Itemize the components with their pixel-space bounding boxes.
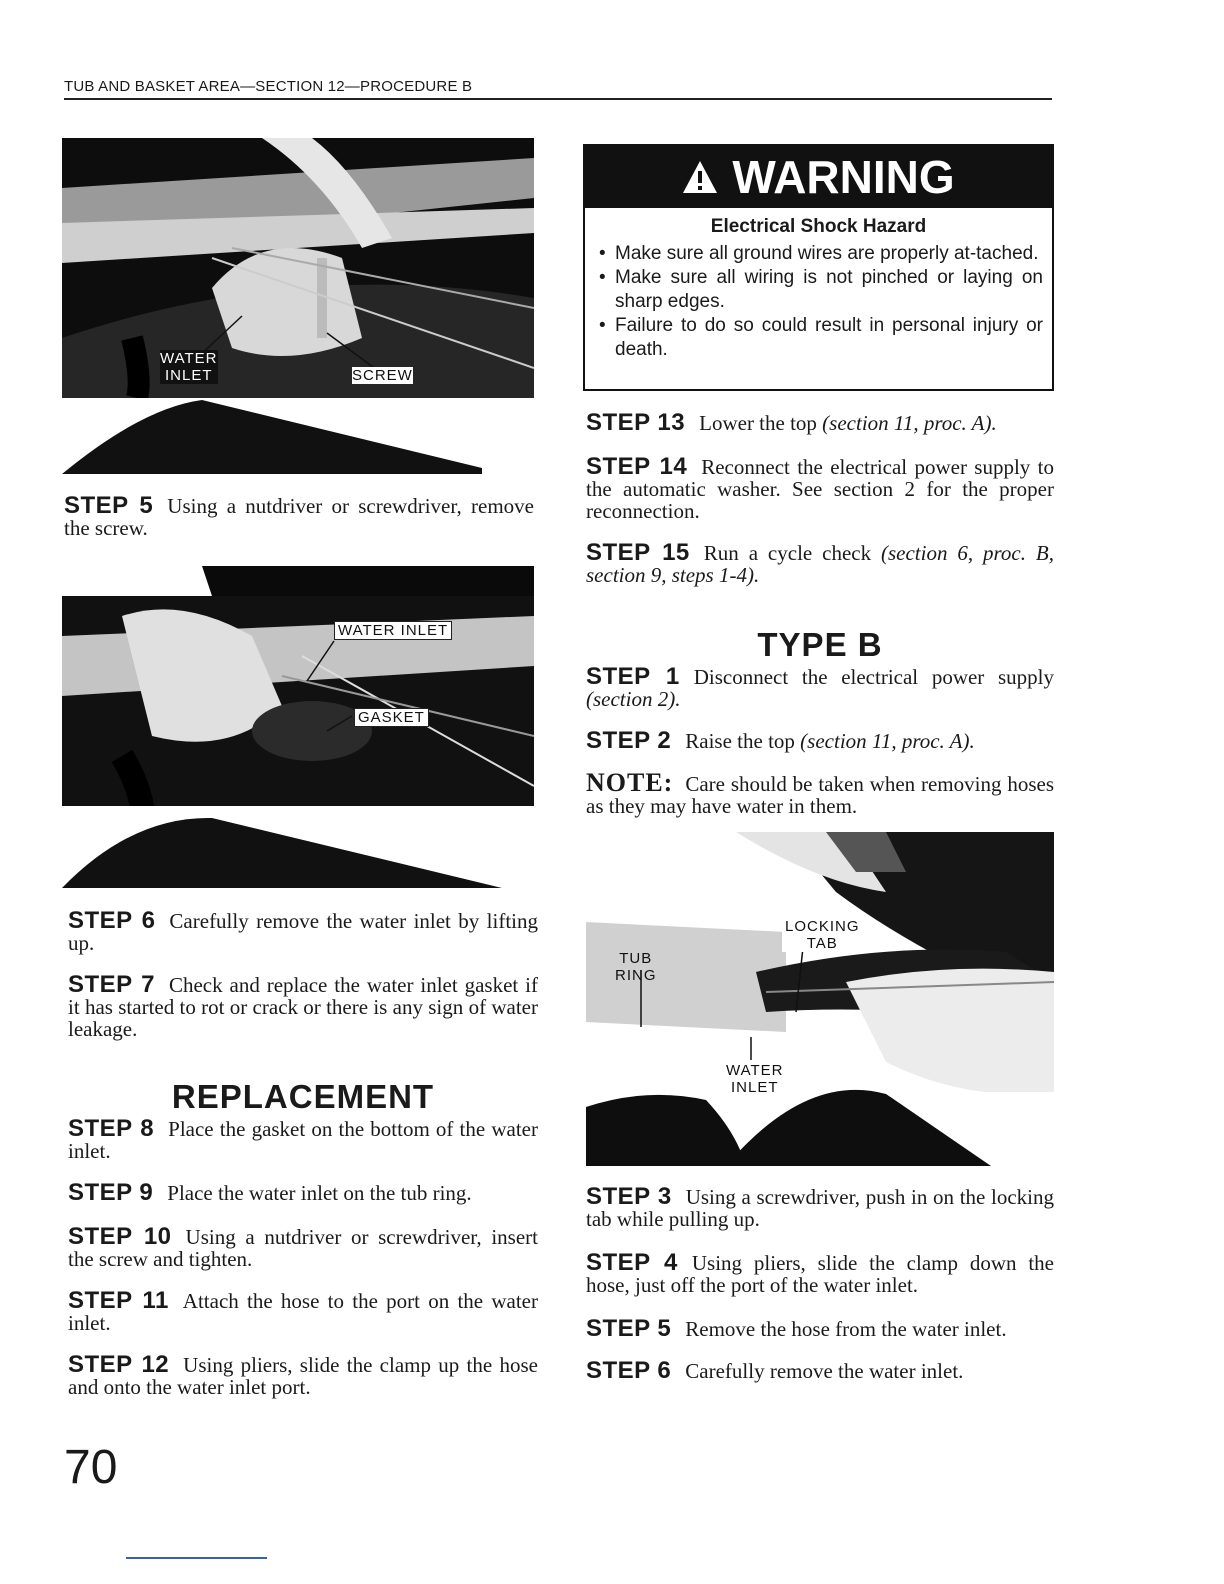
type-b-step-6: STEP 6 Carefully remove the water inlet. xyxy=(586,1357,964,1384)
label-water-inlet-2: WATER INLET xyxy=(334,621,452,640)
label-water-inlet: WATER INLET xyxy=(160,350,218,384)
step-10: STEP 10 Using a nutdriver or screwdriver, insert the screw and tighten. xyxy=(68,1223,538,1271)
note: NOTE: Care should be taken when removing hoses as they may have water in them. xyxy=(586,768,1054,818)
page-number: 70 xyxy=(64,1441,118,1494)
photo-water-inlet-screw-image xyxy=(62,138,534,474)
type-b-step-3: STEP 3 Using a screwdriver, push in on the locking tab while pulling up. xyxy=(586,1183,1055,1231)
note-label: NOTE: xyxy=(586,768,674,797)
photo-water-inlet-gasket xyxy=(62,556,534,888)
warning-title: WARNING xyxy=(732,151,955,203)
label-gasket: GASKET xyxy=(354,708,429,727)
warning-subtitle: Electrical Shock Hazard xyxy=(710,216,927,237)
photo-locking-tab xyxy=(586,832,1054,1166)
step-12: STEP 12 Using pliers, slide the clamp up the hose and onto the water inlet port. xyxy=(68,1351,538,1399)
step-5: STEP 5 Using a nutdriver or screwdriver, remove the screw. xyxy=(64,492,534,540)
type-b-step-2: STEP 2 Raise the top (section 11, proc. A). xyxy=(586,727,975,754)
type-b-step-1: STEP 1 Disconnect the electrical power supply (section 2). xyxy=(586,663,1054,711)
type-b-step-4: STEP 4 Using pliers, slide the clamp down the hose, just off the port of the water inlet. xyxy=(586,1249,1055,1297)
step-15: STEP 15 Run a cycle check (section 6, proc. B, section 9, steps 1-4). xyxy=(586,539,1054,587)
warning-item: • Make sure all ground wires are properly at-tached. xyxy=(597,242,1043,266)
photo-locking-tab-image xyxy=(586,832,1054,1166)
warning-banner xyxy=(585,146,1052,208)
replacement-heading: REPLACEMENT xyxy=(171,1078,435,1115)
step-13: STEP 13 Lower the top (section 11, proc. A). xyxy=(586,409,997,436)
footer-rule xyxy=(126,1557,267,1559)
header-divider xyxy=(64,98,1052,100)
step-6: STEP 6 Carefully remove the water inlet by lifting up. xyxy=(68,907,539,955)
photo-water-inlet-screw xyxy=(62,138,534,474)
warning-list xyxy=(597,242,1043,362)
label-locking-tab: LOCKING TAB xyxy=(782,918,863,952)
type-b-step-5: STEP 5 Remove the hose from the water inlet. xyxy=(586,1315,1007,1342)
step-8: STEP 8 Place the gasket on the bottom of the water inlet. xyxy=(68,1115,538,1163)
step-11: STEP 11 Attach the hose to the port on the water inlet. xyxy=(68,1287,539,1335)
label-tub-ring: TUB RING xyxy=(615,950,657,984)
step-14: STEP 14 Reconnect the electrical power supply to the automatic washer. See section 2 for the proper reconnection. xyxy=(586,453,1054,523)
step-9: STEP 9 Place the water inlet on the tub ring. xyxy=(68,1179,472,1206)
section-header: TUB AND BASKET AREA—SECTION 12—PROCEDURE B xyxy=(64,78,473,95)
warning-box xyxy=(583,144,1054,391)
photo-water-inlet-gasket-image xyxy=(62,556,534,888)
warning-item: • Failure to do so could result in personal injury or death. xyxy=(597,314,1043,362)
warning-triangle-icon xyxy=(682,159,718,195)
warning-item: • Make sure all wiring is not pinched or laying on sharp edges. xyxy=(597,266,1043,314)
label-water-inlet-3: WATER INLET xyxy=(726,1062,784,1096)
type-b-heading: TYPE B xyxy=(757,626,883,663)
step-7: STEP 7 Check and replace the water inlet gasket if it has started to rot or crack or there is any sign of water leakage. xyxy=(68,971,539,1041)
label-screw: SCREW xyxy=(352,367,413,384)
